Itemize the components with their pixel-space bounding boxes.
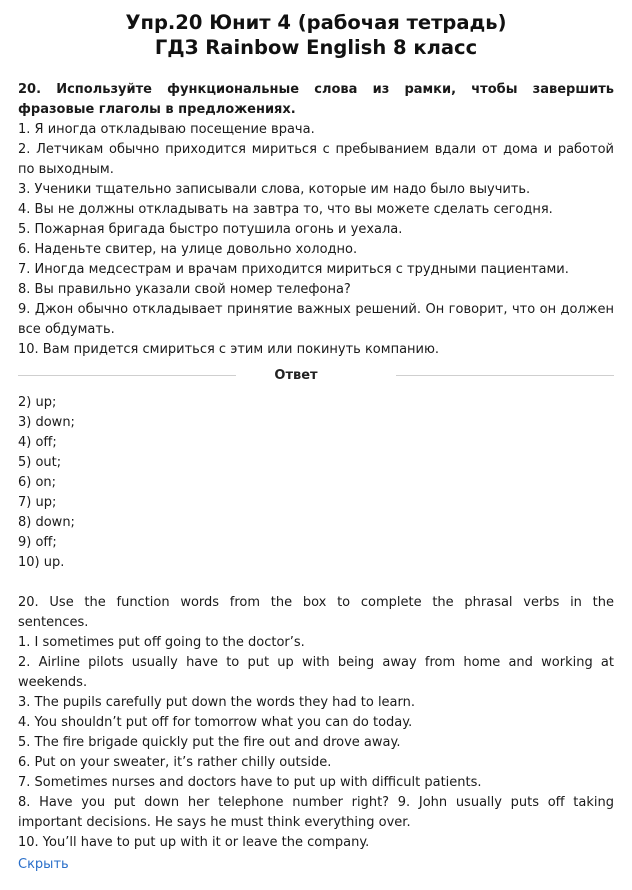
english-sentence: 5. The fire brigade quickly put the fire out and drove away. [18, 735, 401, 750]
hide-link[interactable]: Скрыть [18, 857, 69, 872]
task-sentence: 10. Вам придется смириться с этим или покинуть компанию. [18, 342, 440, 357]
task-sentence: 5. Пожарная бригада быстро потушила огонь и уехала. [18, 222, 403, 237]
task-sentence: 9. Джон обычно откладывает принятие важных решений. Он говорит, что он должен все обдумать. [18, 302, 614, 337]
task-sentence: 1. Я иногда откладываю посещение врача. [18, 122, 315, 137]
title-line-2: ГДЗ Rainbow English 8 класс [154, 36, 478, 59]
english-sentence: 8. Have you put down her telephone number right? 9. John usually puts off taking important decisions. He says he must think everything over. [18, 795, 614, 830]
answer-item: 4) off; [18, 435, 57, 450]
english-sentence: 7. Sometimes nurses and doctors have to put up with difficult patients. [18, 775, 482, 790]
answer-item: 9) off; [18, 535, 57, 550]
english-sentence: 1. I sometimes put off going to the doctor’s. [18, 635, 305, 650]
task-sentence: 6. Наденьте свитер, на улице довольно холодно. [18, 242, 358, 257]
divider-rule-left [18, 375, 236, 376]
task-sentence: 8. Вы правильно указали свой номер телефона? [18, 282, 351, 297]
answer-item: 7) up; [18, 495, 57, 510]
answer-item: 5) out; [18, 455, 62, 470]
title-line-1: Упр.20 Юнит 4 (рабочая тетрадь) [125, 11, 507, 34]
english-sentence: 10. You’ll have to put up with it or leave the company. [18, 835, 370, 850]
answer-divider [18, 368, 614, 383]
task-english [18, 593, 614, 853]
answer-list [18, 393, 614, 573]
english-heading: 20. Use the function words from the box to complete the phrasal verbs in the sentences. [18, 595, 614, 630]
answer-item: 3) down; [18, 415, 75, 430]
task-heading: 20. Используйте функциональные слова из рамки, чтобы завершить фразовые глаголы в предложениях. [18, 82, 614, 117]
english-sentence: 2. Airline pilots usually have to put up with being away from home and working at weekends. [18, 655, 614, 690]
task-sentence: 7. Иногда медсестрам и врачам приходится мириться с трудными пациентами. [18, 262, 569, 277]
task-sentence: 3. Ученики тщательно записывали слова, которые им надо было выучить. [18, 182, 531, 197]
page-title [18, 10, 614, 60]
task-russian [18, 80, 614, 360]
task-sentence: 4. Вы не должны откладывать на завтра то, что вы можете сделать сегодня. [18, 202, 553, 217]
task-sentence: 2. Летчикам обычно приходится мириться с пребыванием вдали от дома и работой по выходным. [18, 142, 614, 177]
answer-item: 8) down; [18, 515, 75, 530]
answer-item: 2) up; [18, 395, 57, 410]
english-sentence: 6. Put on your sweater, it’s rather chilly outside. [18, 755, 332, 770]
answer-item: 6) on; [18, 475, 57, 490]
answer-item: 10) up. [18, 555, 65, 570]
divider-rule-right [396, 375, 614, 376]
english-sentence: 3. The pupils carefully put down the words they had to learn. [18, 695, 416, 710]
answer-label: Ответ [274, 368, 318, 383]
english-sentence: 4. You shouldn’t put off for tomorrow what you can do today. [18, 715, 413, 730]
